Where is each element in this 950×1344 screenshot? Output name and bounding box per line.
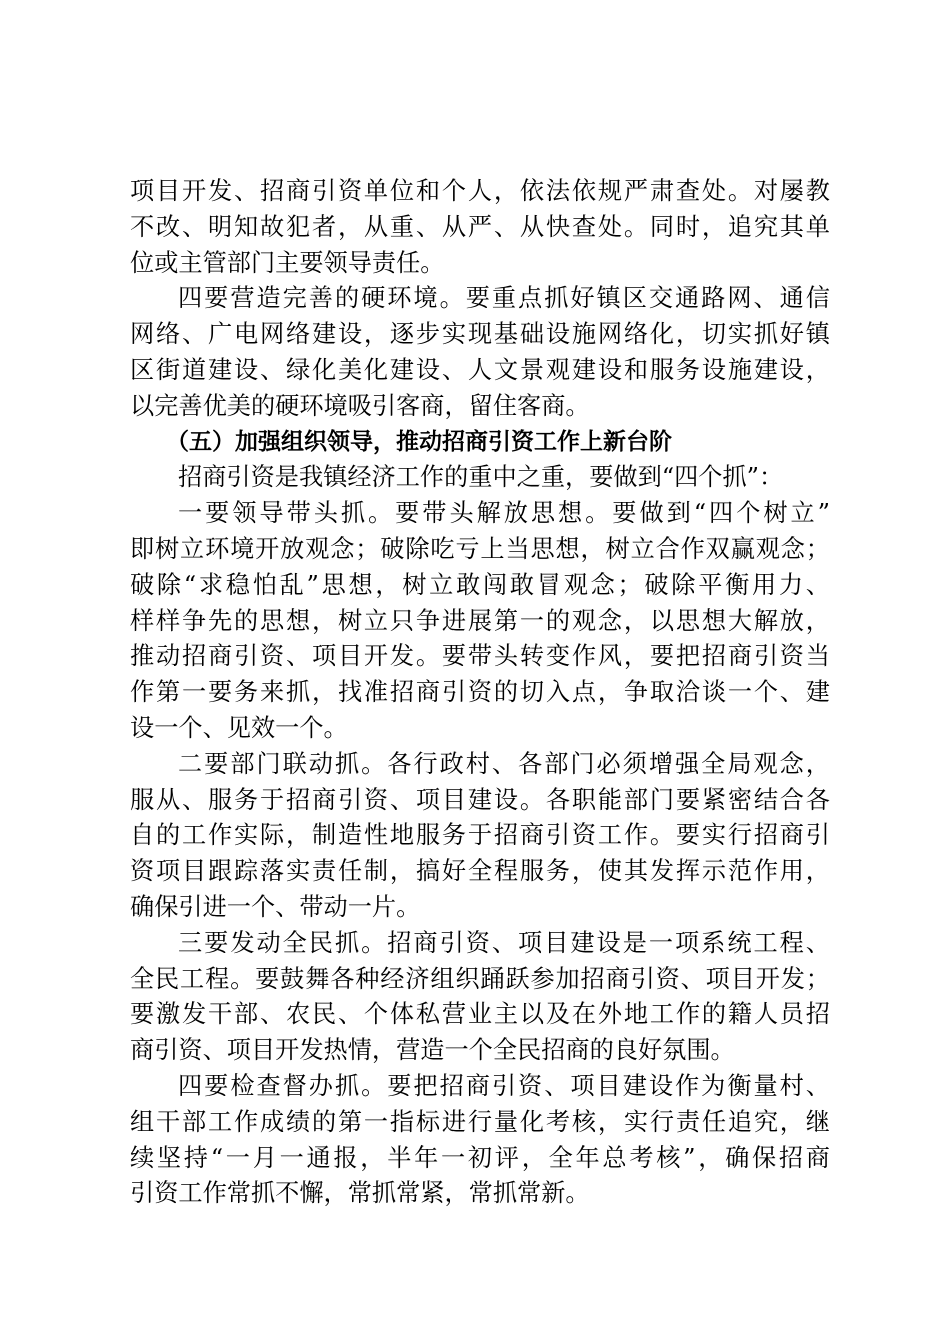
body-line: 续坚持“一月一通报，半年一初评，全年总考核”，确保招商 [130, 1143, 830, 1172]
body-line: 项目开发、招商引资单位和个人，依法依规严肃查处。对屡教 [130, 177, 830, 205]
body-line: 作第一要务来抓，找准招商引资的切入点，争取洽谈一个、建 [130, 678, 830, 707]
body-line: 不改、明知故犯者，从重、从严、从快查处。同时，追究其单 [130, 212, 830, 241]
body-line: 自的工作实际，制造性地服务于招商引资工作。要实行招商引 [130, 821, 830, 850]
body-line: 区街道建设、绿化美化建设、人文景观建设和服务设施建设， [130, 355, 830, 384]
body-line: 样样争先的思想，树立只争进展第一的观念，以思想大解放， [130, 606, 830, 635]
section-heading: （五）加强组织领导，推动招商引资工作上新台阶 [166, 428, 672, 455]
paragraph-start-line: 二要部门联动抓。各行政村、各部门必须增强全局观念， [178, 749, 830, 778]
paragraph-start-line: 三要发动全民抓。招商引资、项目建设是一项系统工程、 [178, 928, 830, 957]
body-line: 全民工程。要鼓舞各种经济组织踊跃参加招商引资、项目开发； [130, 964, 830, 993]
paragraph-start-line: 招商引资是我镇经济工作的重中之重，要做到“四个抓”： [178, 463, 784, 492]
body-line: 引资工作常抓不懈，常抓常紧，常抓常新。 [130, 1179, 590, 1208]
body-line: 商引资、项目开发热情，营造一个全民招商的良好氛围。 [130, 1036, 735, 1065]
paragraph-start-line: 四要检查督办抓。要把招商引资、项目建设作为衡量村、 [178, 1071, 830, 1100]
body-line: 破除“求稳怕乱”思想，树立敢闯敢冒观念；破除平衡用力、 [130, 570, 830, 599]
paragraph-start-line: 四要营造完善的硬环境。要重点抓好镇区交通路网、通信 [178, 284, 830, 313]
body-line: 确保引进一个、带动一片。 [130, 892, 421, 921]
body-line: 位或主管部门主要领导责任。 [130, 248, 445, 277]
body-line: 即树立环境开放观念；破除吃亏上当思想，树立合作双赢观念； [130, 534, 830, 563]
body-line: 服从、服务于招商引资、项目建设。各职能部门要紧密结合各 [130, 785, 830, 814]
body-line: 组干部工作成绩的第一指标进行量化考核，实行责任追究，继 [130, 1107, 830, 1136]
body-line: 推动招商引资、项目开发。要带头转变作风，要把招商引资当 [130, 642, 830, 671]
body-line: 网络、广电网络建设，逐步实现基础设施网络化，切实抓好镇 [130, 320, 830, 349]
body-line: 资项目跟踪落实责任制，搞好全程服务，使其发挥示范作用， [130, 857, 830, 886]
body-line: 设一个、见效一个。 [130, 713, 348, 742]
paragraph-start-line: 一要领导带头抓。要带头解放思想。要做到“四个树立” [178, 499, 830, 528]
body-line: 要激发干部、农民、个体私营业主以及在外地工作的籍人员招 [130, 1000, 830, 1029]
document-page [130, 174, 830, 1212]
body-line: 以完善优美的硬环境吸引客商，留住客商。 [130, 391, 590, 420]
